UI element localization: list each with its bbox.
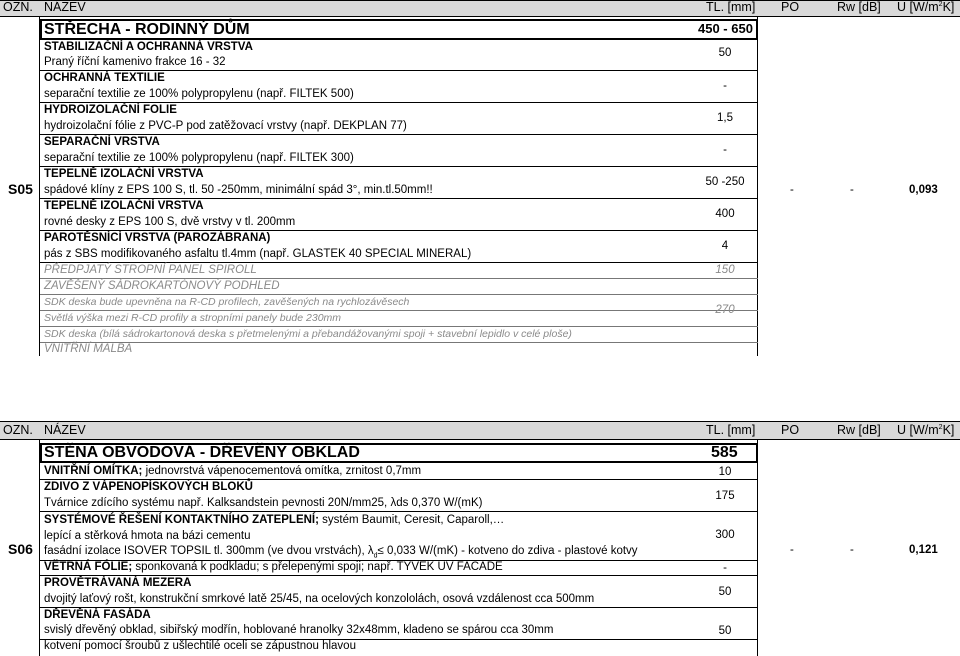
layer-name: SEPARAČNÍ VRSTVA	[44, 136, 160, 148]
row-separator	[40, 102, 758, 103]
layer-desc: Tvárnice zdícího systému např. Kalksandstein pevnosti 20N/mm25, λds 0,370 W/(mK)	[44, 497, 483, 509]
layer-thickness: -	[723, 80, 727, 92]
code-s06: S06	[8, 541, 33, 557]
layer-name: TEPELNĚ IZOLAČNÍ VRSTVA	[44, 168, 204, 180]
col-nazev: NÁZEV	[44, 423, 86, 437]
layer-desc: hydroizolační fólie z PVC-P pod zatěžovací vrstvy (např. DEKPLAN 77)	[44, 120, 407, 132]
layer-thickness: 1,5	[717, 112, 733, 124]
col-tl: TL. [mm]	[706, 0, 756, 14]
row-separator	[40, 230, 758, 231]
layer-desc: separační textilie ze 100% polypropylenu (např. FILTEK 500)	[44, 88, 354, 100]
row-separator	[40, 134, 758, 135]
grey-layer: PŘEDPJATÝ STROPNÍ PANEL SPIROLL	[44, 264, 257, 276]
row-separator	[40, 575, 758, 576]
u-value: 0,121	[909, 544, 938, 556]
row-separator	[40, 294, 758, 295]
po-value: -	[790, 184, 794, 196]
layer-name: STABILIZAČNÍ A OCHRANNÁ VRSTVA	[44, 41, 253, 53]
layer-name: OCHRANNÁ TEXTILIE	[44, 72, 165, 84]
grey-layer: Světlá výška mezi R-CD profily a stropními panely bude 230mm	[44, 312, 342, 324]
layer-desc: Praný říční kamenivo frakce 16 - 32	[44, 56, 226, 68]
grey-layer: SDK deska (bílá sádrokartonová deska s přetmelenými a přebandážovanými spoji + stavební lepidlo v celé ploše)	[44, 328, 572, 340]
layer-desc: lepící a stěrková hmota na bázi cementu	[44, 530, 251, 542]
po-value: -	[790, 544, 794, 556]
layer-row: VĚTRNÁ FÓLIE; sponkovaná k podkladu; s přelepenými spoji; např. TYVEK UV FACADE	[44, 561, 503, 573]
layer-thickness: 300	[715, 529, 735, 541]
layer-desc: kotvení pomocí šroubů z ušlechtilé oceli se zápustnou hlavou	[44, 640, 356, 652]
layer-name: TEPELNĚ IZOLAČNÍ VRSTVA	[44, 200, 204, 212]
code-s05: S05	[8, 181, 33, 197]
divider	[39, 440, 40, 656]
rw-value: -	[850, 184, 854, 196]
col-ozn: OZN.	[3, 423, 33, 437]
layer-name: PROVĚTRÁVANÁ MEZERA	[44, 577, 192, 589]
table-header	[0, 0, 960, 17]
layer-row: VNITŘNÍ OMÍTKA; jednovrstvá vápenocementová omítka, zrnitost 0,7mm	[44, 465, 422, 477]
grey-layer: ZAVĚŠENÝ SÁDROKARTÓNOVÝ PODHLED	[44, 280, 280, 292]
section-title: STĚNA OBVODOVÁ - DŘEVĚNÝ OBKLAD	[44, 444, 360, 461]
col-po: PO	[781, 423, 800, 437]
layer-thickness: -	[723, 562, 727, 574]
u-value: 0,093	[909, 184, 938, 196]
rw-value: -	[850, 544, 854, 556]
row-separator	[40, 262, 758, 263]
col-rw: Rw [dB]	[837, 0, 881, 14]
grey-layer: VNITŘNÍ MALBA	[44, 343, 133, 355]
layer-desc: spádové klíny z EPS 100 S, tl. 50 -250mm, minimální spád 3°, min.tl.50mm!!	[44, 184, 433, 196]
section-title: STŘECHA - RODINNÝ DŮM	[44, 21, 250, 38]
divider	[39, 16, 40, 356]
layer-thickness: 10	[718, 466, 732, 478]
table-header	[0, 421, 960, 440]
row-separator	[40, 511, 758, 512]
grey-thickness: 150	[715, 264, 735, 276]
col-u: U $[W/m^2K]$	[897, 0, 955, 14]
layer-thickness: 400	[715, 208, 735, 220]
layer-desc: svislý dřevěný obklad, sibiřský modřín, hoblované hranolky 32x48mm, kladeno se spárou cca 30mm	[44, 624, 554, 636]
row-separator	[40, 607, 758, 608]
layer-thickness: -	[723, 144, 727, 156]
grey-layer: SDK deska bude upevněna na R-CD profilech, zavěšených na rychlozávěsech	[44, 296, 410, 308]
layer-thickness: 50 -250	[705, 176, 745, 188]
total-thickness: 585	[711, 444, 738, 461]
layer-thickness: 50	[718, 47, 732, 59]
col-u: U $[W/m^2K]$	[897, 423, 955, 437]
layer-name: ZDIVO Z VÁPENOPÍSKOVÝCH BLOKŮ	[44, 481, 253, 493]
col-nazev: NÁZEV	[44, 0, 86, 14]
layer-thickness: 50	[718, 625, 732, 637]
layer-thickness: 175	[715, 490, 735, 502]
row-separator	[40, 310, 758, 311]
grey-thickness: 270	[715, 304, 735, 316]
col-po: PO	[781, 0, 800, 14]
layer-thickness: 50	[718, 586, 732, 598]
row-separator	[40, 326, 758, 327]
layer-thickness: 4	[721, 240, 729, 252]
col-ozn: OZN.	[3, 0, 33, 14]
layer-name: DŘEVĚNÁ FASÁDA	[44, 609, 151, 621]
layer-row: SYSTÉMOVÉ ŘEŠENÍ KONTAKTNÍHO ZATEPLENÍ; systém Baumit, Ceresit, Caparoll,…	[44, 514, 505, 526]
layer-desc: pás z SBS modifikovaného asfaltu tl.4mm (např. GLASTEK 40 SPECIAL MINERAL)	[44, 248, 472, 260]
row-separator	[40, 278, 758, 279]
layer-name: PAROTĚSNÍCÍ VRSTVA (PAROZÁBRANA)	[44, 232, 271, 244]
row-separator	[40, 479, 758, 480]
total-thickness: 450 - 650	[698, 21, 753, 36]
layer-desc: rovné desky z EPS 100 S, dvě vrstvy v tl. 200mm	[44, 216, 296, 228]
row-separator	[40, 70, 758, 71]
row-separator	[40, 166, 758, 167]
layer-name: HYDROIZOLAČNÍ FOLIE	[44, 104, 177, 116]
row-separator	[40, 342, 758, 343]
layer-desc: dvojitý laťový rošt, konstrukční smrkové latě 25/45, na ocelových konzololách, osová vzdálenost cca 500mm	[44, 593, 595, 605]
col-tl: TL. [mm]	[706, 423, 756, 437]
layer-desc: separační textilie ze 100% polypropylenu (např. FILTEK 300)	[44, 152, 354, 164]
layer-desc: fasádní izolace ISOVER TOPSIL tl. 300mm (ve dvou vrstvách), $\lambda_d\le 0,033$ W/(mK) - kotveno do zdiva - plastové kotvy	[44, 545, 638, 560]
col-rw: Rw [dB]	[837, 423, 881, 437]
row-separator	[40, 198, 758, 199]
